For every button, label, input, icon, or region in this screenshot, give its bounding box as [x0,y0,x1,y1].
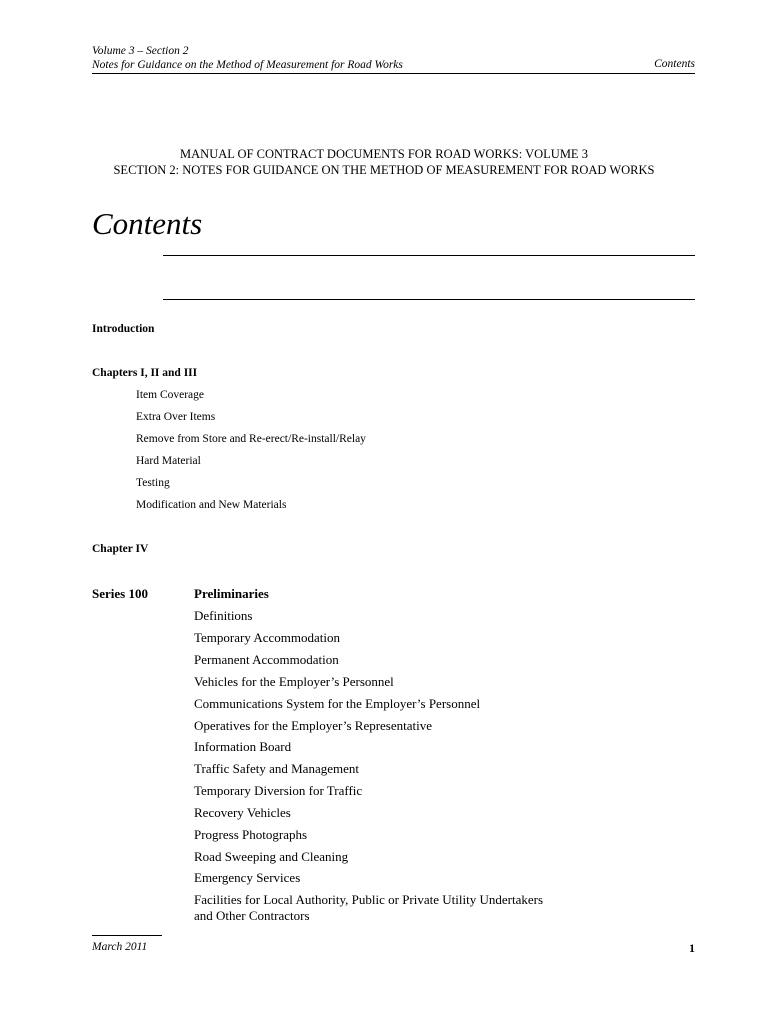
toc-item[interactable]: Operatives for the Employer’s Representative [194,718,433,733]
toc-item[interactable]: Road Sweeping and Cleaning [194,849,349,864]
series-label: Series 100 [92,586,148,601]
toc-item[interactable]: Temporary Diversion for Traffic [194,783,363,798]
toc-item[interactable]: Progress Photographs [194,827,308,842]
toc-chapters-1-3[interactable]: Chapters I, II and III [92,367,198,379]
toc-item[interactable]: Hard Material [136,455,201,467]
toc-item[interactable]: Temporary Accommodation [194,630,341,645]
toc-item[interactable]: Permanent Accommodation [194,652,339,667]
toc-item[interactable]: Extra Over Items [136,411,216,423]
contents-heading: Contents [92,206,203,241]
toc-item[interactable]: Remove from Store and Re-erect/Re-install/Relay [136,433,366,445]
toc-item[interactable]: Information Board [194,739,292,754]
toc-introduction[interactable]: Introduction [92,323,155,335]
header-volume: Volume 3 – Section 2 [92,45,189,57]
toc-item[interactable]: Traffic Safety and Management [194,761,359,776]
header-section-name: Contents [654,58,695,70]
contents-rule-bottom [163,299,695,300]
toc-item[interactable]: Communications System for the Employer’s Personnel [194,696,481,711]
header-document-title: Notes for Guidance on the Method of Measurement for Road Works [92,59,403,71]
toc-item[interactable]: Testing [136,477,170,489]
footer-date: March 2011 [92,941,148,953]
toc-item[interactable]: Emergency Services [194,870,301,885]
toc-item[interactable]: Definitions [194,608,253,623]
toc-item[interactable]: Item Coverage [136,389,205,401]
page-number: 1 [689,941,695,955]
toc-item-line: Facilities for Local Authority, Public or Private Utility Undertakers [194,892,544,907]
manual-title: MANUAL OF CONTRACT DOCUMENTS FOR ROAD WORKS: VOLUME 3 [180,147,588,161]
toc-item[interactable]: Recovery Vehicles [194,805,291,820]
section-title: SECTION 2: NOTES FOR GUIDANCE ON THE METHOD OF MEASUREMENT FOR ROAD WORKS [113,163,655,177]
footer-rule [92,935,162,936]
toc-chapter-4[interactable]: Chapter IV [92,543,149,555]
contents-rule-top [163,255,695,256]
toc-item[interactable]: Modification and New Materials [136,499,287,511]
toc-item-line: and Other Contractors [194,908,310,923]
header-rule [92,73,695,74]
toc-item[interactable]: Vehicles for the Employer’s Personnel [194,674,394,689]
toc-item-multiline[interactable] [194,892,543,924]
series-title[interactable]: Preliminaries [194,586,269,601]
